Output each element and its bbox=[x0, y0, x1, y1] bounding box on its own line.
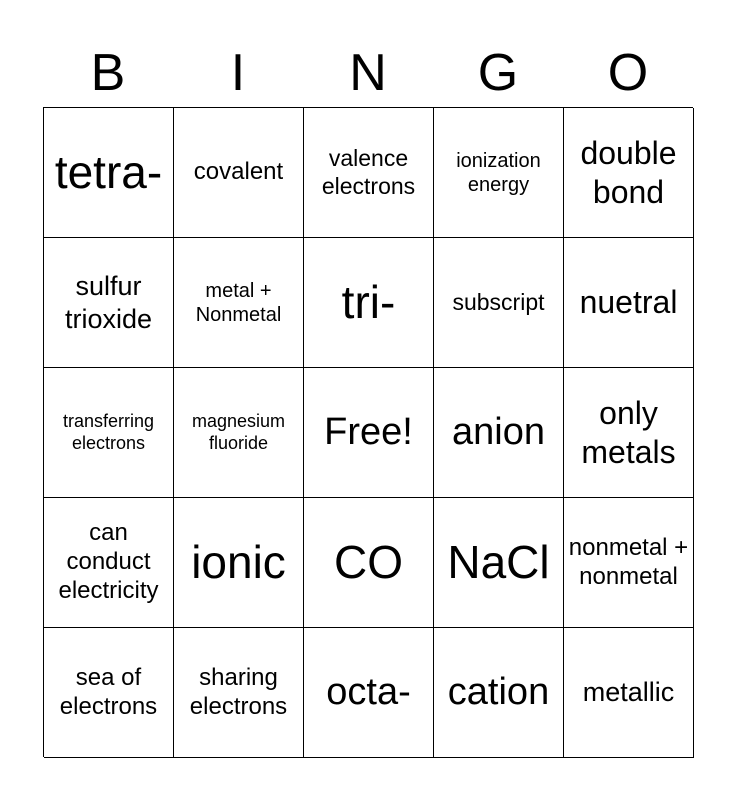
bingo-cell[interactable]: octa- bbox=[304, 628, 434, 758]
bingo-header bbox=[43, 40, 693, 106]
bingo-cell[interactable]: can conduct electricity bbox=[44, 498, 174, 628]
bingo-cell[interactable]: cation bbox=[434, 628, 564, 758]
bingo-cell[interactable]: covalent bbox=[174, 108, 304, 238]
bingo-cell[interactable]: sharing electrons bbox=[174, 628, 304, 758]
bingo-cell[interactable]: ionization energy bbox=[434, 108, 564, 238]
bingo-cell[interactable]: tetra- bbox=[44, 108, 174, 238]
bingo-cell[interactable]: nuetral bbox=[564, 238, 694, 368]
bingo-cell[interactable]: only metals bbox=[564, 368, 694, 498]
bingo-cell[interactable]: NaCl bbox=[434, 498, 564, 628]
header-letter-b: B bbox=[90, 44, 126, 102]
bingo-cell[interactable]: magnesium fluoride bbox=[174, 368, 304, 498]
bingo-cell[interactable]: transferring electrons bbox=[44, 368, 174, 498]
header-letter-i: I bbox=[230, 44, 246, 102]
bingo-cell[interactable]: subscript bbox=[434, 238, 564, 368]
bingo-cell[interactable]: anion bbox=[434, 368, 564, 498]
free-space[interactable]: Free! bbox=[304, 368, 434, 498]
bingo-cell[interactable]: nonmetal + nonmetal bbox=[564, 498, 694, 628]
header-letter-n: N bbox=[349, 44, 387, 102]
bingo-cell[interactable]: CO bbox=[304, 498, 434, 628]
bingo-cell[interactable]: double bond bbox=[564, 108, 694, 238]
bingo-card bbox=[43, 107, 693, 757]
header-letter-g: G bbox=[477, 44, 519, 102]
bingo-cell[interactable]: tri- bbox=[304, 238, 434, 368]
bingo-cell[interactable]: valence electrons bbox=[304, 108, 434, 238]
bingo-cell[interactable]: metal + Nonmetal bbox=[174, 238, 304, 368]
bingo-cell[interactable]: ionic bbox=[174, 498, 304, 628]
bingo-cell[interactable]: sulfur trioxide bbox=[44, 238, 174, 368]
bingo-cell[interactable]: sea of electrons bbox=[44, 628, 174, 758]
header-letter-o: O bbox=[607, 44, 649, 102]
bingo-cell[interactable]: metallic bbox=[564, 628, 694, 758]
